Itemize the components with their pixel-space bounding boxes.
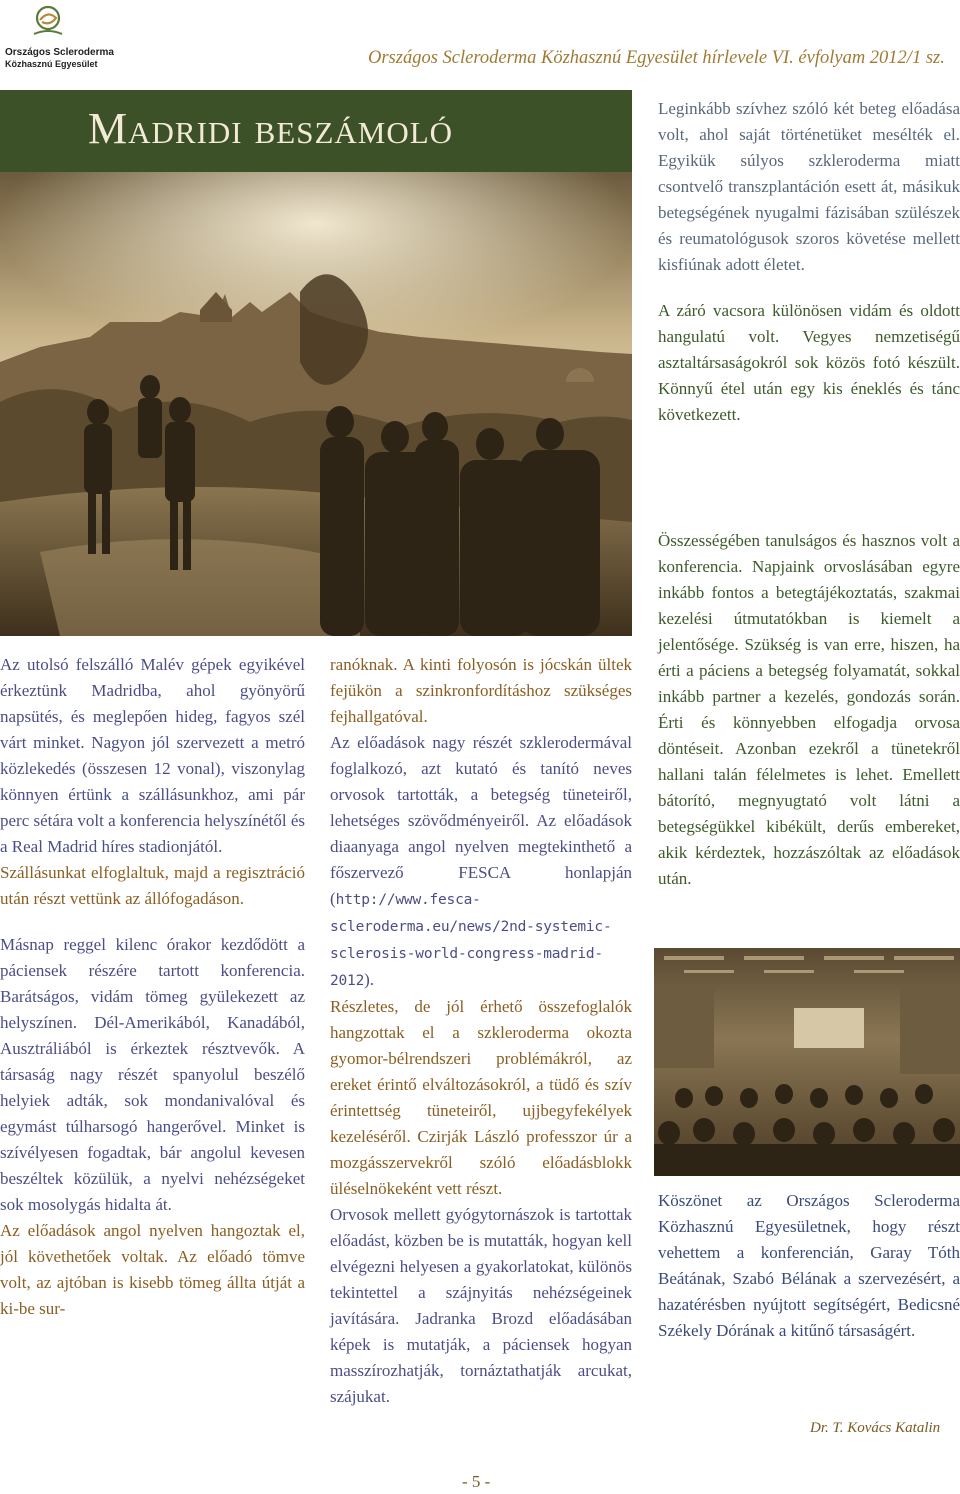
madrid-photo bbox=[0, 172, 632, 636]
right-column-top bbox=[658, 96, 960, 428]
logo-name-line2: Közhasznú Egyesület bbox=[5, 59, 98, 69]
page-number: - 5 - bbox=[462, 1472, 491, 1491]
logo-mark-icon bbox=[28, 4, 68, 40]
presentations-text-end: ). bbox=[364, 970, 375, 989]
author-signature: Dr. T. Kovács Katalin bbox=[810, 1420, 941, 1436]
paragraph-summary: Összességében tanulságos és hasznos volt a konferencia. Napjaink orvoslásában egyre inkább fontos a betegtájékoztatás, szakmai kezelési útmutatókban is kiemelt a jelentősége. Szükség is van erre, hiszen, ha érti a páciens a betegség folyamatát, sokkal inkább partner a kezelés, gondozás során. Érti és könnyebben elfogadja orvosa döntéseit. Azonban ezekről a tünetekről hallani talán félelmetes is lehet. Emellett bátorító, megnyugtató volt látni a betegségükkel kibékült, derűs embereket, akik kérdeztek, hozzászóltak az előadások után. bbox=[658, 531, 960, 888]
paragraph-physiotherapists: Orvosok mellett gyógytornászok is tartottak előadást, közben be is mutatták, hogyan kell elvégezni helyesen a gyakorlatokat, különös tekintettel a szájnyitás nehézségeinek javítására. Jadranka Brozd előadásában képek is mutatják, a páciensek hogyan masszírozhatják, tornáztathatják arcukat, szájukat. bbox=[330, 1205, 632, 1406]
middle-column bbox=[330, 652, 632, 1410]
thanks-column bbox=[658, 1188, 960, 1344]
paragraph-lectures: Az előadások angol nyelven hangoztak el, jól követhetőek voltak. Az előadó tömve volt, az ajtóban is kisebb tömeg állta útját a ki-be sur- bbox=[0, 1221, 305, 1318]
logo bbox=[0, 0, 125, 78]
paragraph-arrival: Az utolsó felszálló Malév gépek egyikével érkeztünk Madridba, ahol gyönyörű napsütés, és meglepően hideg, fagyos szél várt minket. Nagyon jól szervezett a metró közlekedés (összesen 12 vonal), viszonylag könnyen értünk a szállásunkhoz, ami pár perc sétára volt a konferencia helyszínétől és a Real Madrid híres stadionjától. bbox=[0, 655, 305, 856]
logo-name-line1: Országos Scleroderma bbox=[5, 47, 114, 58]
paragraph-closing-dinner: A záró vacsora különösen vidám és oldott hangulatú volt. Vegyes nemzetiségű asztaltársaságokról sok közös fotó készült. Könnyű étel után egy kis éneklés és tánc következett. bbox=[658, 301, 960, 424]
paragraph-registration: Szállásunkat elfoglaltuk, majd a regisztráció után részt vettünk az állófogadáson. bbox=[0, 863, 305, 908]
article-title: Madridi beszámoló bbox=[88, 104, 454, 153]
paragraph-summaries: Részletes, de jól érhető összefoglalók hangzottak el a szkleroderma okozta gyomor-bélrendszeri problémákról, az ereket érintő elváltozásokról, a tüdő és szív érintettség tüneteiről, ujjbegyfekélyek kezeléséről. Czirják László professzor úr a mozgásszervekről szóló előadásblokk üléselnökeként vett részt. bbox=[330, 997, 632, 1198]
paragraph-patient-stories: Leginkább szívhez szóló két beteg előadása volt, ahol saját történetüket mesélték el. Egyikük súlyos szkleroderma miatt csontvelő transzplantáción esett át, másikuk betegségének nyugalmi fázisában szülészek és reumatológusok szoros követése mellett kisfiúnak adott életet. bbox=[658, 99, 960, 274]
paragraph-thanks: Köszönet az Országos Scleroderma Közhasznú Egyesületnek, hogy részt vehettem a konferencián, Garay Tóth Beátának, Szabó Bélának a szervezésért, a hazatérésben nyújtott segítségért, Bedicsné Székely Dórának a kitűnő társaságért. bbox=[658, 1191, 960, 1340]
presentations-text: Az előadások nagy részét szklerodermával foglalkozó, azt kutató és tanító neves orvosok tartották, a betegség tüneteiről, lehetséges szövődményeiről. Az előadások diaanyaga angol nyelven megtekinthető a főszervező FESCA honlapján ( bbox=[330, 733, 632, 908]
paragraph-presentations bbox=[330, 730, 632, 994]
paragraph-headphones: ranóknak. A kinti folyosón is jócskán ültek fejükön a szinkronfordításhoz szükséges fejhallgatóval. bbox=[330, 655, 632, 726]
conference-photo bbox=[654, 948, 960, 1176]
newsletter-header: Országos Scleroderma Közhasznú Egyesület hírlevele VI. évfolyam 2012/1 sz. bbox=[368, 48, 945, 68]
fesca-link[interactable]: http://www.fesca-scleroderma.eu/news/2nd-systemic-sclerosis-world-congress-madrid-2012 bbox=[330, 892, 612, 989]
left-column bbox=[0, 652, 305, 1322]
right-column-summary bbox=[658, 528, 960, 892]
paragraph-conference-start: Másnap reggel kilenc órakor kezdődött a páciensek részére tartott konferencia. Barátságos, vidám tömeg gyülekezett az helyszínen. Dél-Amerikából, Kanadából, Ausztráliából is érkeztek résztvevők. A társaság nagy részét spanyolul beszélő helyiek adták, sok mondanivalóval és egymást túlharsogó hangerővel. Minket is szívélyesen fogadtak, bár angolul kevesen beszéltek közülük, a nyelvi nehézségeket sok mosolygás hidalta át. bbox=[0, 935, 305, 1214]
